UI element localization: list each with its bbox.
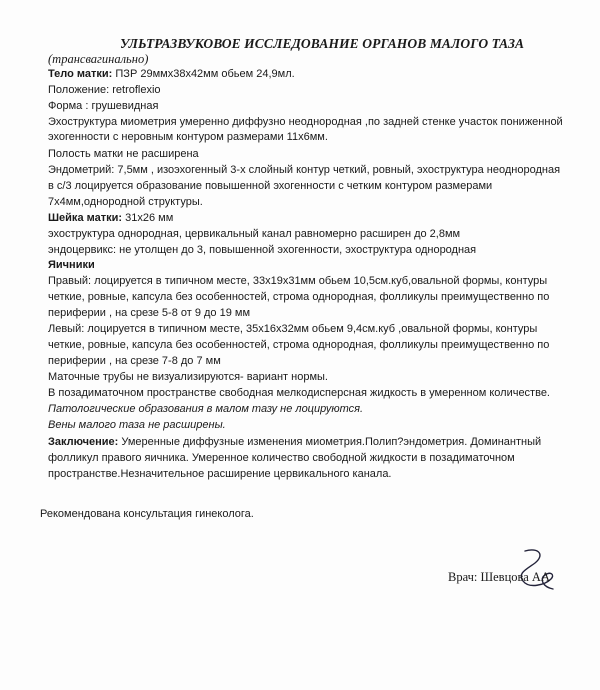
pathology-finding: Патологические образования в малом тазу не лоцируются. bbox=[48, 403, 364, 415]
right-ovary-line-1: Правый: лоцируется в типичном месте, 33х19х31мм обьем 10,5см.куб,овальной формы, контуры bbox=[48, 275, 548, 287]
left-ovary-line-3: периферии , на срезе 7-8 до 7 мм bbox=[48, 355, 221, 367]
conclusion-text-1: Умеренные диффузные изменения миометрия.Полип?эндометрия. Доминантный bbox=[118, 436, 542, 448]
uterus-position: Положение: retroflexio bbox=[48, 84, 161, 96]
cervix-structure: эхоструктура однородная, цервикальный канал равномерно расширен до 2,8мм bbox=[48, 228, 461, 240]
myometrium-line-1: Эхоструктура миометрия умеренно диффузно неоднородная ,по задней стенке участок пониженной bbox=[48, 116, 563, 128]
uterine-cavity: Полость матки не расширена bbox=[48, 148, 199, 160]
conclusion-line-1 bbox=[48, 436, 541, 449]
conclusion-label: Заключение: bbox=[48, 436, 119, 448]
left-ovary-line-2: четкие, ровные, капсула без особенностей, строма однородная, фолликулы преимущественно по bbox=[48, 339, 550, 351]
cervix-size-line bbox=[48, 212, 173, 225]
fluid-finding: В позадиматочном пространстве свободная мелкодисперсная жидкость в умеренном количестве. bbox=[48, 387, 550, 399]
cervix-label: Шейка матки: bbox=[48, 212, 123, 224]
endometrium-line-2: в с/3 лоцируется образование повышенной эхогенности с четким контуром размерами bbox=[48, 180, 493, 192]
conclusion-line-2: фолликул правого яичника. Умеренное количество свободной жидкости в позадиматочном bbox=[48, 452, 515, 464]
cervix-size: 31х26 мм bbox=[122, 212, 174, 224]
myometrium-line-2: эхогенности с неровным контуром размерами 11х6мм. bbox=[48, 131, 328, 143]
uterus-size: ПЗР 29ммх38х42мм обьем 24,9мл. bbox=[112, 68, 295, 80]
uterus-shape: Форма : грушевидная bbox=[48, 100, 159, 112]
left-ovary-line-1: Левый: лоцируется в типичном месте, 35х16х32мм обьем 9,4см.куб ,овальной формы, контуры bbox=[48, 323, 538, 335]
report-subtitle: (трансвагинально) bbox=[48, 52, 149, 66]
right-ovary-line-2: четкие, ровные, капсула без особенностей, строма однородная, фолликулы преимущественно по bbox=[48, 291, 550, 303]
ovaries-label: Яичники bbox=[48, 259, 95, 271]
veins-finding: Вены малого таза не расширены. bbox=[48, 419, 226, 431]
report-title: УЛЬТРАЗВУКОВОЕ ИССЛЕДОВАНИЕ ОРГАНОВ МАЛОГО ТАЗА bbox=[120, 36, 525, 51]
right-ovary-line-3: периферии , на срезе 5-8 от 9 до 19 мм bbox=[48, 307, 251, 319]
endocervix: эндоцервикс: не утолщен до 3, повышенной эхогенности, эхоструктура однородная bbox=[48, 244, 477, 256]
recommendation: Рекомендована консультация гинеколога. bbox=[40, 508, 254, 520]
endometrium-line-3: 7х4мм,однородной структуры. bbox=[48, 196, 203, 208]
uterus-label: Тело матки: bbox=[48, 68, 113, 80]
tubes-finding: Маточные трубы не визуализируются- вариант нормы. bbox=[48, 371, 328, 383]
doctor-signature-line: Врач: Шевцова АА bbox=[448, 570, 550, 584]
uterus-size-line bbox=[48, 68, 295, 81]
conclusion-line-3: пространстве.Незначительное расширение цервикального канала. bbox=[48, 468, 392, 480]
endometrium-line-1: Эндометрий: 7,5мм , изоэхогенный 3-х слойный контур четкий, ровный, эхоструктура неоднородная bbox=[48, 164, 561, 176]
